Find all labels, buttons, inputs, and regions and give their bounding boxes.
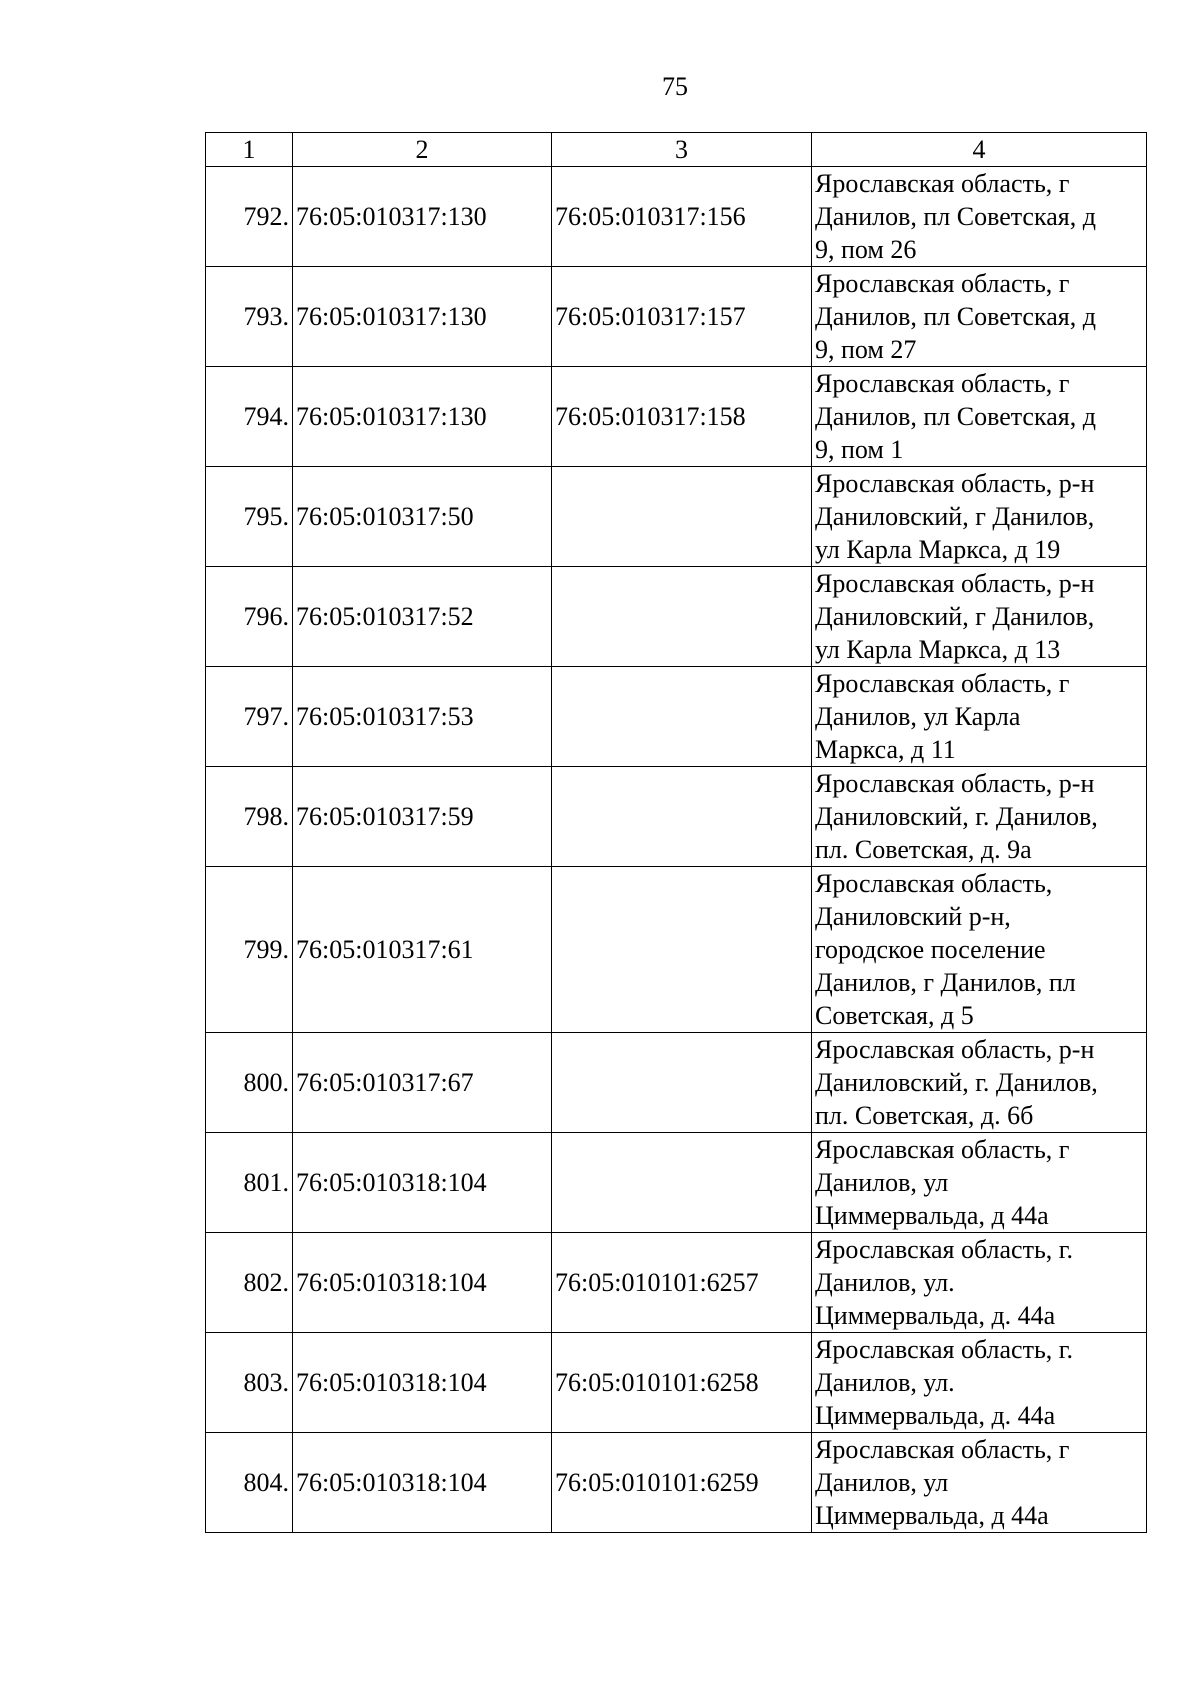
land-cadastral-number: 76:05:010318:104 xyxy=(293,1233,552,1333)
object-cadastral-number xyxy=(552,467,812,567)
column-header-1: 1 xyxy=(206,133,293,167)
table-row xyxy=(206,1333,1147,1433)
header-row xyxy=(206,133,1147,167)
object-cadastral-number: 76:05:010101:6259 xyxy=(552,1433,812,1533)
land-cadastral-number: 76:05:010317:61 xyxy=(293,867,552,1033)
address: Ярославская область, г. Данилов, ул. Циммервальда, д. 44а xyxy=(812,1233,1147,1333)
object-cadastral-number: 76:05:010317:157 xyxy=(552,267,812,367)
address: Ярославская область, г. Данилов, ул. Циммервальда, д. 44а xyxy=(812,1333,1147,1433)
table-row xyxy=(206,767,1147,867)
registry-table xyxy=(205,132,1147,1533)
land-cadastral-number: 76:05:010318:104 xyxy=(293,1133,552,1233)
table-row xyxy=(206,1033,1147,1133)
table-row xyxy=(206,1233,1147,1333)
table-row xyxy=(206,567,1147,667)
object-cadastral-number: 76:05:010101:6258 xyxy=(552,1333,812,1433)
column-header-3: 3 xyxy=(552,133,812,167)
table-row xyxy=(206,367,1147,467)
address: Ярославская область, г Данилов, ул Циммервальда, д 44а xyxy=(812,1133,1147,1233)
row-number: 804. xyxy=(206,1433,293,1533)
land-cadastral-number: 76:05:010318:104 xyxy=(293,1333,552,1433)
address: Ярославская область, г Данилов, ул Циммервальда, д 44а xyxy=(812,1433,1147,1533)
table-row xyxy=(206,1433,1147,1533)
land-cadastral-number: 76:05:010317:130 xyxy=(293,367,552,467)
row-number: 799. xyxy=(206,867,293,1033)
table-row xyxy=(206,167,1147,267)
land-cadastral-number: 76:05:010317:130 xyxy=(293,267,552,367)
table-row xyxy=(206,667,1147,767)
address: Ярославская область, Даниловский р-н, городское поселение Данилов, г Данилов, пл Советская, д 5 xyxy=(812,867,1147,1033)
row-number: 797. xyxy=(206,667,293,767)
address: Ярославская область, р-н Даниловский, г Данилов, ул Карла Маркса, д 13 xyxy=(812,567,1147,667)
row-number: 793. xyxy=(206,267,293,367)
object-cadastral-number xyxy=(552,1033,812,1133)
table-row xyxy=(206,267,1147,367)
land-cadastral-number: 76:05:010317:59 xyxy=(293,767,552,867)
address: Ярославская область, г Данилов, пл Советская, д 9, пом 1 xyxy=(812,367,1147,467)
object-cadastral-number xyxy=(552,1133,812,1233)
object-cadastral-number xyxy=(552,867,812,1033)
land-cadastral-number: 76:05:010317:52 xyxy=(293,567,552,667)
object-cadastral-number: 76:05:010317:156 xyxy=(552,167,812,267)
object-cadastral-number xyxy=(552,767,812,867)
object-cadastral-number: 76:05:010317:158 xyxy=(552,367,812,467)
address: Ярославская область, г Данилов, ул Карла Маркса, д 11 xyxy=(812,667,1147,767)
object-cadastral-number: 76:05:010101:6257 xyxy=(552,1233,812,1333)
row-number: 792. xyxy=(206,167,293,267)
column-header-4: 4 xyxy=(812,133,1147,167)
address: Ярославская область, р-н Даниловский, г Данилов, ул Карла Маркса, д 19 xyxy=(812,467,1147,567)
land-cadastral-number: 76:05:010318:104 xyxy=(293,1433,552,1533)
column-header-2: 2 xyxy=(293,133,552,167)
land-cadastral-number: 76:05:010317:50 xyxy=(293,467,552,567)
row-number: 795. xyxy=(206,467,293,567)
object-cadastral-number xyxy=(552,667,812,767)
page-number: 75 xyxy=(662,72,688,101)
table-row xyxy=(206,867,1147,1033)
land-cadastral-number: 76:05:010317:67 xyxy=(293,1033,552,1133)
object-cadastral-number xyxy=(552,567,812,667)
address: Ярославская область, г Данилов, пл Советская, д 9, пом 27 xyxy=(812,267,1147,367)
row-number: 794. xyxy=(206,367,293,467)
land-cadastral-number: 76:05:010317:130 xyxy=(293,167,552,267)
row-number: 801. xyxy=(206,1133,293,1233)
address: Ярославская область, р-н Даниловский, г. Данилов, пл. Советская, д. 9а xyxy=(812,767,1147,867)
table-row xyxy=(206,467,1147,567)
row-number: 798. xyxy=(206,767,293,867)
address: Ярославская область, г Данилов, пл Советская, д 9, пом 26 xyxy=(812,167,1147,267)
row-number: 803. xyxy=(206,1333,293,1433)
row-number: 796. xyxy=(206,567,293,667)
address: Ярославская область, р-н Даниловский, г. Данилов, пл. Советская, д. 6б xyxy=(812,1033,1147,1133)
row-number: 802. xyxy=(206,1233,293,1333)
table-row xyxy=(206,1133,1147,1233)
row-number: 800. xyxy=(206,1033,293,1133)
land-cadastral-number: 76:05:010317:53 xyxy=(293,667,552,767)
